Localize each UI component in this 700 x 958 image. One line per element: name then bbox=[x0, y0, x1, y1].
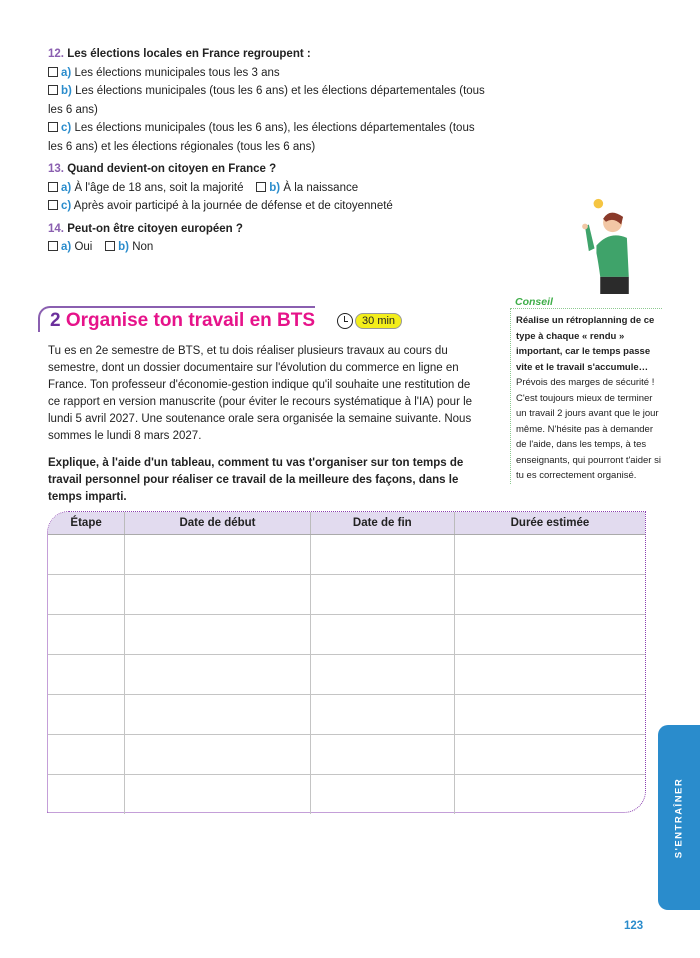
table-cell[interactable] bbox=[125, 574, 311, 614]
student-illustration bbox=[570, 196, 640, 294]
table-cell[interactable] bbox=[125, 734, 311, 774]
checkbox[interactable] bbox=[48, 182, 58, 192]
lightbulb-icon bbox=[594, 199, 604, 209]
questions-list bbox=[48, 45, 488, 261]
column-header-start-date: Date de début bbox=[125, 512, 311, 534]
option-text: Après avoir participé à la journée de défense et de citoyenneté bbox=[73, 200, 393, 212]
table-cell[interactable] bbox=[125, 654, 311, 694]
table-cell[interactable] bbox=[454, 654, 645, 694]
checkbox[interactable] bbox=[48, 200, 58, 210]
table-cell[interactable] bbox=[48, 774, 125, 814]
table-cell[interactable] bbox=[454, 774, 645, 814]
option-letter: c) bbox=[61, 200, 72, 212]
option-letter: b) bbox=[118, 241, 129, 253]
checkbox[interactable] bbox=[48, 85, 58, 95]
section-number: 2 bbox=[50, 310, 61, 331]
table-cell[interactable] bbox=[125, 614, 311, 654]
section-title-text: Organise ton travail en BTS bbox=[65, 310, 316, 331]
column-header-end-date: Date de fin bbox=[310, 512, 454, 534]
checkbox[interactable] bbox=[105, 241, 115, 251]
table-row bbox=[48, 774, 645, 814]
table-cell[interactable] bbox=[48, 534, 125, 574]
duration-badge bbox=[337, 313, 402, 329]
option-letter: a) bbox=[61, 66, 72, 79]
advice-heading: Conseil bbox=[515, 296, 553, 308]
table-cell[interactable] bbox=[310, 574, 454, 614]
duration-label: 30 min bbox=[355, 313, 402, 329]
option-text: Les élections municipales (tous les 6 ans) et les élections départementales (tous les 6 ans) bbox=[48, 85, 485, 116]
advice-bold-text: Réalise un rétroplanning de ce type à chaque « rendu » important, car le temps passe vite et le travail s'accumule… bbox=[516, 315, 655, 373]
table-cell[interactable] bbox=[454, 694, 645, 734]
column-header-duration: Durée estimée bbox=[454, 512, 645, 534]
question-12 bbox=[48, 45, 488, 156]
question-number: 13. bbox=[48, 163, 64, 175]
table-cell[interactable] bbox=[310, 694, 454, 734]
table-cell[interactable] bbox=[48, 574, 125, 614]
option-letter: b) bbox=[269, 181, 281, 194]
table-cell[interactable] bbox=[125, 694, 311, 734]
table-row bbox=[48, 694, 645, 734]
table-row bbox=[48, 574, 645, 614]
table-cell[interactable] bbox=[454, 734, 645, 774]
checkbox[interactable] bbox=[256, 182, 266, 192]
table-cell[interactable] bbox=[48, 734, 125, 774]
question-text: Les élections locales en France regroupent : bbox=[67, 48, 311, 60]
question-text: Quand devient-on citoyen en France ? bbox=[67, 163, 277, 175]
checkbox[interactable] bbox=[48, 122, 58, 132]
option-text: Les élections municipales tous les 3 ans bbox=[74, 66, 280, 79]
section-header bbox=[38, 306, 402, 332]
table-cell[interactable] bbox=[310, 734, 454, 774]
table-cell[interactable] bbox=[454, 534, 645, 574]
option-letter: b) bbox=[61, 85, 72, 97]
checkbox[interactable] bbox=[48, 241, 58, 251]
option-text: À la naissance bbox=[283, 181, 359, 194]
question-14 bbox=[48, 220, 488, 257]
clock-icon bbox=[337, 313, 353, 329]
exercise-context: Tu es en 2e semestre de BTS, et tu dois réaliser plusieurs travaux au cours du semestre, dont un dossier documentaire sur l'évolution du commerce en ligne en France. Ton professeur d'économie-gestion indique qu'il souhaite une restitution de ce rapport en version manuscrite (pour éviter le recours systématique à l'IA) pour le lundi 5 avril 2027. Une soutenance orale sera organisée la semaine suivante. Nous sommes le lundi 8 mars 2027. bbox=[48, 345, 473, 442]
table-cell[interactable] bbox=[310, 614, 454, 654]
table-cell[interactable] bbox=[310, 774, 454, 814]
table-cell[interactable] bbox=[454, 574, 645, 614]
option-text: Non bbox=[132, 241, 154, 253]
option-letter: c) bbox=[61, 122, 72, 134]
planning-table bbox=[48, 512, 645, 814]
table-cell[interactable] bbox=[454, 614, 645, 654]
option-letter: a) bbox=[61, 181, 72, 194]
table-cell[interactable] bbox=[310, 654, 454, 694]
table-cell[interactable] bbox=[48, 614, 125, 654]
question-number: 14. bbox=[48, 222, 64, 235]
page-number: 123 bbox=[624, 920, 644, 932]
table-row bbox=[48, 734, 645, 774]
advice-box bbox=[510, 296, 662, 484]
option-text: Les élections municipales (tous les 6 ans), les élections départementales (tous les 6 ans) et les élections régionales (tous les 6 ans) bbox=[48, 122, 475, 153]
table-cell[interactable] bbox=[48, 694, 125, 734]
advice-text: Prévois des marges de sécurité ! C'est toujours mieux de terminer un travail 2 jours avant que le jour même. N'hésite pas à demander de l'aide, dans les temps, à tes enseignants, qui pourront t'aider si tu es correctement organisé. bbox=[516, 377, 661, 481]
table-cell[interactable] bbox=[48, 654, 125, 694]
exercise-body bbox=[48, 343, 478, 506]
table-cell[interactable] bbox=[125, 534, 311, 574]
question-text: Peut-on être citoyen européen ? bbox=[67, 222, 243, 235]
question-13 bbox=[48, 160, 488, 216]
option-text: À l'âge de 18 ans, soit la majorité bbox=[74, 181, 244, 194]
table-cell[interactable] bbox=[125, 774, 311, 814]
checkbox[interactable] bbox=[48, 67, 58, 77]
option-letter: a) bbox=[61, 241, 72, 253]
question-number: 12. bbox=[48, 48, 64, 60]
section-tab-label: S'ENTRAÎNER bbox=[673, 777, 685, 858]
option-text: Oui bbox=[74, 241, 93, 253]
table-row bbox=[48, 654, 645, 694]
column-header-step: Étape bbox=[48, 512, 125, 534]
exercise-instruction: Explique, à l'aide d'un tableau, comment tu vas t'organiser sur ton temps de travail personnel pour réaliser ce travail de la meilleure des façons, dans le temps imparti. bbox=[48, 457, 464, 503]
section-title bbox=[38, 306, 315, 332]
table-row bbox=[48, 614, 645, 654]
section-tab[interactable] bbox=[658, 725, 700, 910]
table-cell[interactable] bbox=[310, 534, 454, 574]
table-row bbox=[48, 534, 645, 574]
